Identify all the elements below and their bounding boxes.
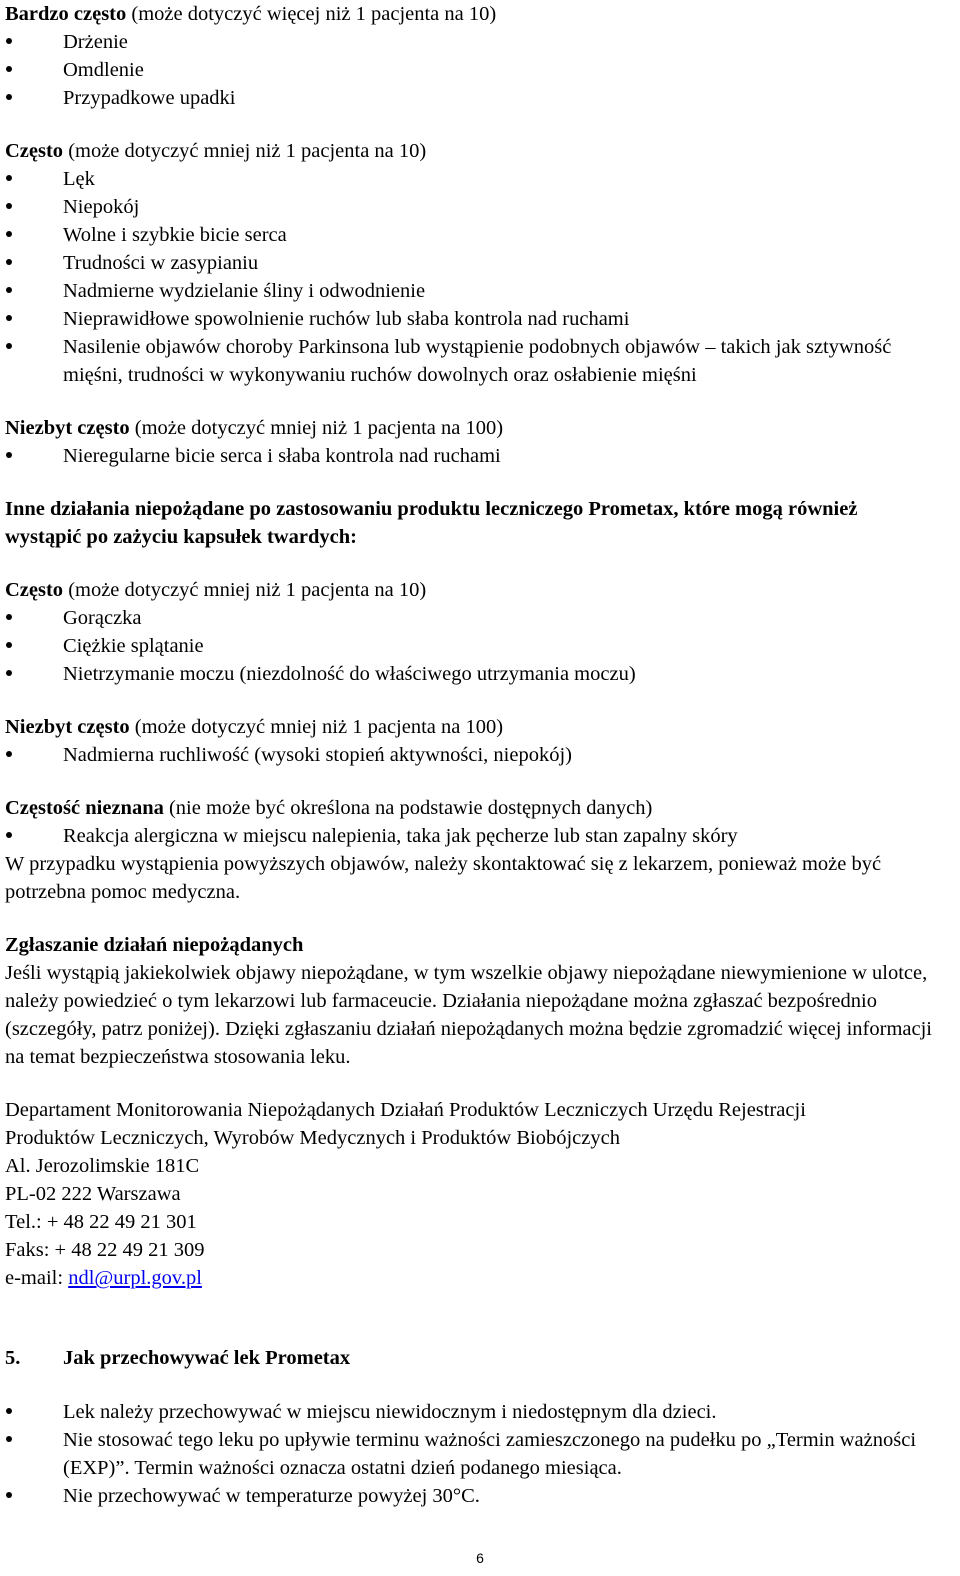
list-item: Omdlenie bbox=[5, 56, 955, 84]
list-item: Lęk bbox=[5, 165, 955, 193]
bullet-icon bbox=[6, 287, 12, 293]
list-item: Trudności w zasypianiu bbox=[5, 249, 955, 277]
bullet-icon bbox=[6, 751, 12, 757]
leaflet-page bbox=[5, 0, 955, 1510]
frequency-heading-capsule-uncommon: Niezbyt często (może dotyczyć mniej niż 1 pacjenta na 100) bbox=[5, 716, 504, 738]
list-item: Nie przechowywać w temperaturze powyżej 30°C. bbox=[5, 1482, 955, 1510]
list-item: Nadmierna ruchliwość (wysoki stopień aktywności, niepokój) bbox=[5, 741, 955, 769]
list-item: Gorączka bbox=[5, 604, 955, 632]
address-fax: Faks: + 48 22 49 21 309 bbox=[5, 1239, 205, 1261]
email-link[interactable]: ndl@urpl.gov.pl bbox=[68, 1267, 202, 1289]
bullet-icon bbox=[6, 175, 12, 181]
list-item: Nietrzymanie moczu (niezdolność do właściwego utrzymania moczu) bbox=[5, 660, 955, 688]
list-item: Lek należy przechowywać w miejscu niewidocznym i niedostępnym dla dzieci. bbox=[5, 1398, 955, 1426]
contact-doctor-note: W przypadku wystąpienia powyższych objawów, należy skontaktować się z lekarzem, ponieważ może być potrzebna pomoc medyczna. bbox=[5, 853, 882, 903]
list-item: Przypadkowe upadki bbox=[5, 84, 955, 112]
bullet-icon bbox=[6, 343, 12, 349]
address-org-line1: Departament Monitorowania Niepożądanych Działań Produktów Leczniczych Urzędu Rejestracji bbox=[5, 1099, 806, 1121]
list-item: Nasilenie objawów choroby Parkinsona lub wystąpienie podobnych objawów – takich jak sztywność mięśni, trudności w wykonywaniu ruchów dowolnych oraz osłabienie mięśni bbox=[5, 333, 953, 389]
address-street: Al. Jerozolimskie 181C bbox=[5, 1155, 200, 1177]
frequency-heading-common: Często (może dotyczyć mniej niż 1 pacjenta na 10) bbox=[5, 140, 427, 162]
address-tel: Tel.: + 48 22 49 21 301 bbox=[5, 1211, 197, 1233]
other-effects-heading: Inne działania niepożądane po zastosowaniu produktu leczniczego Prometax, które mogą również wystąpić po zażyciu kapsułek twardych: bbox=[5, 498, 858, 548]
frequency-heading-very-common: Bardzo często (może dotyczyć więcej niż 1 pacjenta na 10) bbox=[5, 3, 497, 25]
address-org-line2: Produktów Leczniczych, Wyrobów Medycznych i Produktów Biobójczych bbox=[5, 1127, 620, 1149]
bullet-icon bbox=[6, 231, 12, 237]
list-item: Reakcja alergiczna w miejscu nalepienia, taka jak pęcherze lub stan zapalny skóry bbox=[5, 822, 955, 850]
frequency-heading-unknown: Częstość nieznana (nie może być określona na podstawie dostępnych danych) bbox=[5, 797, 653, 819]
list-item: Nie stosować tego leku po upływie terminu ważności zamieszczonego na pudełku po „Termin ważności (EXP)”. Termin ważności oznacza ostatni dzień podanego miesiąca. bbox=[5, 1426, 953, 1482]
bullet-icon bbox=[6, 38, 12, 44]
list-item: Nadmierne wydzielanie śliny i odwodnienie bbox=[5, 277, 955, 305]
reporting-heading: Zgłaszanie działań niepożądanych bbox=[5, 934, 304, 956]
list-item: Niepokój bbox=[5, 193, 955, 221]
bullet-icon bbox=[6, 452, 12, 458]
list-item: Drżenie bbox=[5, 28, 955, 56]
bullet-icon bbox=[6, 66, 12, 72]
address-email: e-mail: ndl@urpl.gov.pl bbox=[5, 1267, 202, 1289]
list-item: Nieregularne bicie serca i słaba kontrola nad ruchami bbox=[5, 442, 955, 470]
bullet-icon bbox=[6, 315, 12, 321]
bullet-icon bbox=[6, 614, 12, 620]
bullet-icon bbox=[6, 1492, 12, 1498]
bullet-icon bbox=[6, 1436, 12, 1442]
bullet-icon bbox=[6, 642, 12, 648]
list-item: Wolne i szybkie bicie serca bbox=[5, 221, 955, 249]
frequency-heading-uncommon: Niezbyt często (może dotyczyć mniej niż 1 pacjenta na 100) bbox=[5, 417, 504, 439]
page-number: 6 bbox=[476, 1550, 484, 1566]
list-item: Nieprawidłowe spowolnienie ruchów lub słaba kontrola nad ruchami bbox=[5, 305, 955, 333]
bullet-icon bbox=[6, 259, 12, 265]
bullet-icon bbox=[6, 832, 12, 838]
reporting-body: Jeśli wystąpią jakiekolwiek objawy niepożądane, w tym wszelkie objawy niepożądane niewymienione w ulotce, należy powiedzieć o tym lekarzowi lub farmaceucie. Działania niepożądane można zgłaszać bezpośrednio (szczegóły, patrz poniżej). Dzięki zgłaszaniu działań niepożądanych można będzie zgromadzić więcej informacji na temat bezpieczeństwa stosowania leku. bbox=[5, 962, 932, 1068]
bullet-icon bbox=[6, 94, 12, 100]
frequency-heading-capsule-common: Często (może dotyczyć mniej niż 1 pacjenta na 10) bbox=[5, 579, 427, 601]
list-item: Ciężkie splątanie bbox=[5, 632, 955, 660]
bullet-icon bbox=[6, 203, 12, 209]
section-heading: 5. Jak przechowywać lek Prometax bbox=[5, 1347, 351, 1369]
address-city: PL-02 222 Warszawa bbox=[5, 1183, 181, 1205]
bullet-icon bbox=[6, 670, 12, 676]
bullet-icon bbox=[6, 1408, 12, 1414]
